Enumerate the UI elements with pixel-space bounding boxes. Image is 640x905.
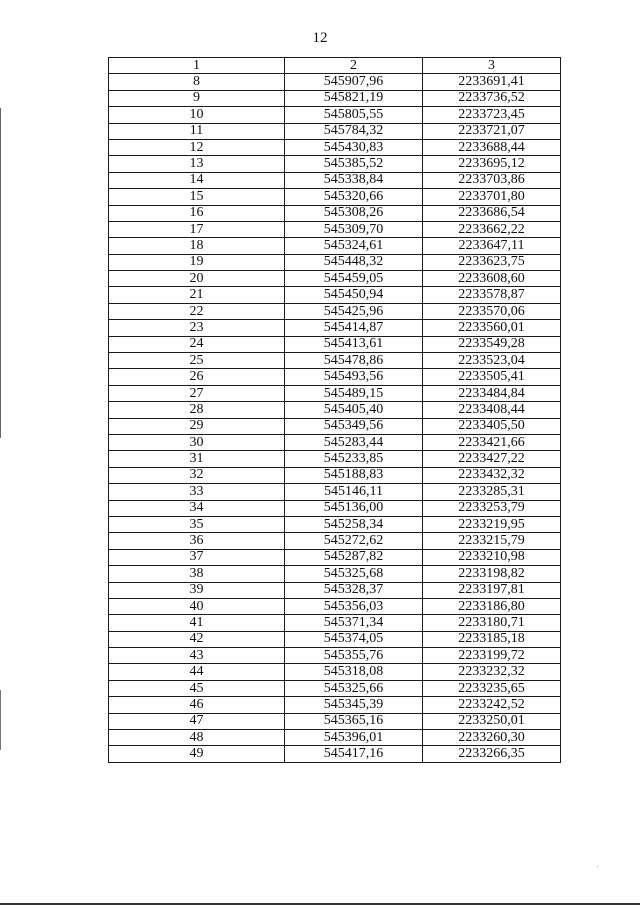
table-row	[109, 730, 561, 746]
cell-point-number: 44	[109, 664, 285, 680]
table-row	[109, 287, 561, 303]
cell-y-coordinate: 2233721,07	[423, 123, 561, 139]
table-row	[109, 533, 561, 549]
cell-point-number: 21	[109, 287, 285, 303]
cell-point-number: 23	[109, 320, 285, 336]
cell-point-number: 38	[109, 566, 285, 582]
table-row	[109, 500, 561, 516]
cell-y-coordinate: 2233180,71	[423, 615, 561, 631]
table-row	[109, 467, 561, 483]
coordinates-table	[108, 57, 561, 763]
cell-x-coordinate: 545338,84	[285, 172, 423, 188]
cell-x-coordinate: 545287,82	[285, 549, 423, 565]
cell-y-coordinate: 2233250,01	[423, 713, 561, 729]
cell-x-coordinate: 545425,96	[285, 303, 423, 319]
cell-point-number: 11	[109, 123, 285, 139]
table-row	[109, 172, 561, 188]
cell-x-coordinate: 545318,08	[285, 664, 423, 680]
table-row	[109, 221, 561, 237]
cell-y-coordinate: 2233232,32	[423, 664, 561, 680]
cell-point-number: 42	[109, 631, 285, 647]
cell-y-coordinate: 2233253,79	[423, 500, 561, 516]
cell-y-coordinate: 2233266,35	[423, 746, 561, 762]
table-row	[109, 549, 561, 565]
cell-point-number: 49	[109, 746, 285, 762]
cell-point-number: 29	[109, 418, 285, 434]
cell-y-coordinate: 2233695,12	[423, 156, 561, 172]
cell-point-number: 15	[109, 189, 285, 205]
cell-point-number: 34	[109, 500, 285, 516]
cell-y-coordinate: 2233623,75	[423, 254, 561, 270]
cell-y-coordinate: 2233408,44	[423, 402, 561, 418]
cell-x-coordinate: 545907,96	[285, 74, 423, 90]
cell-x-coordinate: 545493,56	[285, 369, 423, 385]
table-row	[109, 664, 561, 680]
cell-x-coordinate: 545489,15	[285, 385, 423, 401]
table-row	[109, 648, 561, 664]
cell-x-coordinate: 545365,16	[285, 713, 423, 729]
cell-x-coordinate: 545430,83	[285, 139, 423, 155]
cell-y-coordinate: 2233427,22	[423, 451, 561, 467]
cell-y-coordinate: 2233260,30	[423, 730, 561, 746]
cell-y-coordinate: 2233484,84	[423, 385, 561, 401]
cell-point-number: 14	[109, 172, 285, 188]
cell-point-number: 36	[109, 533, 285, 549]
table-row	[109, 680, 561, 696]
cell-x-coordinate: 545450,94	[285, 287, 423, 303]
cell-y-coordinate: 2233560,01	[423, 320, 561, 336]
cell-x-coordinate: 545355,76	[285, 648, 423, 664]
table-row	[109, 402, 561, 418]
cell-point-number: 24	[109, 336, 285, 352]
cell-y-coordinate: 2233578,87	[423, 287, 561, 303]
cell-point-number: 39	[109, 582, 285, 598]
cell-x-coordinate: 545385,52	[285, 156, 423, 172]
cell-point-number: 17	[109, 221, 285, 237]
table-row	[109, 598, 561, 614]
cell-point-number: 41	[109, 615, 285, 631]
table-row	[109, 238, 561, 254]
table-row	[109, 74, 561, 90]
cell-x-coordinate: 545805,55	[285, 107, 423, 123]
cell-point-number: 33	[109, 484, 285, 500]
cell-x-coordinate: 545417,16	[285, 746, 423, 762]
cell-x-coordinate: 545146,11	[285, 484, 423, 500]
cell-x-coordinate: 545188,83	[285, 467, 423, 483]
table-row	[109, 484, 561, 500]
table-row	[109, 713, 561, 729]
cell-x-coordinate: 545405,40	[285, 402, 423, 418]
cell-y-coordinate: 2233703,86	[423, 172, 561, 188]
table-row	[109, 271, 561, 287]
cell-y-coordinate: 2233432,32	[423, 467, 561, 483]
cell-y-coordinate: 2233723,45	[423, 107, 561, 123]
cell-point-number: 37	[109, 549, 285, 565]
cell-point-number: 16	[109, 205, 285, 221]
cell-point-number: 40	[109, 598, 285, 614]
cell-x-coordinate: 545324,61	[285, 238, 423, 254]
cell-point-number: 32	[109, 467, 285, 483]
cell-point-number: 10	[109, 107, 285, 123]
cell-x-coordinate: 545413,61	[285, 336, 423, 352]
cell-y-coordinate: 2233199,72	[423, 648, 561, 664]
table-row	[109, 385, 561, 401]
cell-y-coordinate: 2233185,18	[423, 631, 561, 647]
cell-point-number: 9	[109, 90, 285, 106]
table-header-row	[109, 58, 561, 74]
cell-x-coordinate: 545349,56	[285, 418, 423, 434]
cell-point-number: 13	[109, 156, 285, 172]
cell-x-coordinate: 545345,39	[285, 697, 423, 713]
cell-y-coordinate: 2233219,95	[423, 516, 561, 532]
cell-x-coordinate: 545448,32	[285, 254, 423, 270]
cell-y-coordinate: 2233235,65	[423, 680, 561, 696]
table-row	[109, 516, 561, 532]
table-row	[109, 746, 561, 762]
cell-y-coordinate: 2233688,44	[423, 139, 561, 155]
column-header-point-number: 1	[109, 58, 285, 74]
cell-point-number: 28	[109, 402, 285, 418]
cell-x-coordinate: 545320,66	[285, 189, 423, 205]
cell-y-coordinate: 2233662,22	[423, 221, 561, 237]
column-header-y: 3	[423, 58, 561, 74]
cell-point-number: 18	[109, 238, 285, 254]
cell-x-coordinate: 545258,34	[285, 516, 423, 532]
cell-x-coordinate: 545328,37	[285, 582, 423, 598]
cell-y-coordinate: 2233691,41	[423, 74, 561, 90]
cell-point-number: 30	[109, 434, 285, 450]
cell-x-coordinate: 545414,87	[285, 320, 423, 336]
cell-x-coordinate: 545309,70	[285, 221, 423, 237]
column-header-x: 2	[285, 58, 423, 74]
table-row	[109, 139, 561, 155]
cell-x-coordinate: 545283,44	[285, 434, 423, 450]
table-row	[109, 90, 561, 106]
cell-y-coordinate: 2233186,80	[423, 598, 561, 614]
cell-x-coordinate: 545374,05	[285, 631, 423, 647]
cell-x-coordinate: 545821,19	[285, 90, 423, 106]
table-row	[109, 123, 561, 139]
cell-y-coordinate: 2233686,54	[423, 205, 561, 221]
page-number: 12	[312, 30, 328, 46]
table-row	[109, 582, 561, 598]
cell-point-number: 22	[109, 303, 285, 319]
cell-x-coordinate: 545396,01	[285, 730, 423, 746]
table-row	[109, 254, 561, 270]
cell-x-coordinate: 545325,68	[285, 566, 423, 582]
cell-x-coordinate: 545272,62	[285, 533, 423, 549]
cell-x-coordinate: 545784,32	[285, 123, 423, 139]
table-row	[109, 189, 561, 205]
cell-y-coordinate: 2233608,60	[423, 271, 561, 287]
cell-point-number: 27	[109, 385, 285, 401]
cell-point-number: 48	[109, 730, 285, 746]
cell-x-coordinate: 545308,26	[285, 205, 423, 221]
table-row	[109, 615, 561, 631]
cell-y-coordinate: 2233405,50	[423, 418, 561, 434]
cell-point-number: 47	[109, 713, 285, 729]
cell-point-number: 46	[109, 697, 285, 713]
table-row	[109, 205, 561, 221]
cell-point-number: 25	[109, 353, 285, 369]
table-row	[109, 320, 561, 336]
cell-point-number: 19	[109, 254, 285, 270]
cell-y-coordinate: 2233242,52	[423, 697, 561, 713]
cell-x-coordinate: 545371,34	[285, 615, 423, 631]
cell-y-coordinate: 2233736,52	[423, 90, 561, 106]
cell-y-coordinate: 2233570,06	[423, 303, 561, 319]
cell-y-coordinate: 2233421,66	[423, 434, 561, 450]
table-row	[109, 353, 561, 369]
table-row	[109, 336, 561, 352]
cell-x-coordinate: 545233,85	[285, 451, 423, 467]
cell-y-coordinate: 2233701,80	[423, 189, 561, 205]
cell-y-coordinate: 2233523,04	[423, 353, 561, 369]
cell-y-coordinate: 2233210,98	[423, 549, 561, 565]
cell-y-coordinate: 2233647,11	[423, 238, 561, 254]
table-row	[109, 434, 561, 450]
cell-y-coordinate: 2233215,79	[423, 533, 561, 549]
cell-y-coordinate: 2233198,82	[423, 566, 561, 582]
table-row	[109, 107, 561, 123]
cell-x-coordinate: 545136,00	[285, 500, 423, 516]
table-row	[109, 303, 561, 319]
cell-y-coordinate: 2233505,41	[423, 369, 561, 385]
cell-point-number: 35	[109, 516, 285, 532]
table-row	[109, 451, 561, 467]
cell-point-number: 31	[109, 451, 285, 467]
cell-point-number: 45	[109, 680, 285, 696]
cell-point-number: 20	[109, 271, 285, 287]
cell-point-number: 43	[109, 648, 285, 664]
table-row	[109, 418, 561, 434]
cell-x-coordinate: 545478,86	[285, 353, 423, 369]
table-row	[109, 631, 561, 647]
scan-speck	[597, 866, 598, 867]
cell-x-coordinate: 545459,05	[285, 271, 423, 287]
scan-edge-mark	[0, 108, 1, 438]
table-row	[109, 369, 561, 385]
scan-edge-mark	[0, 690, 1, 750]
table-row	[109, 697, 561, 713]
table-row	[109, 156, 561, 172]
cell-y-coordinate: 2233285,31	[423, 484, 561, 500]
table-row	[109, 566, 561, 582]
cell-x-coordinate: 545325,66	[285, 680, 423, 696]
cell-y-coordinate: 2233549,28	[423, 336, 561, 352]
table-body	[109, 74, 561, 762]
cell-x-coordinate: 545356,03	[285, 598, 423, 614]
cell-point-number: 12	[109, 139, 285, 155]
cell-point-number: 8	[109, 74, 285, 90]
cell-y-coordinate: 2233197,81	[423, 582, 561, 598]
cell-point-number: 26	[109, 369, 285, 385]
